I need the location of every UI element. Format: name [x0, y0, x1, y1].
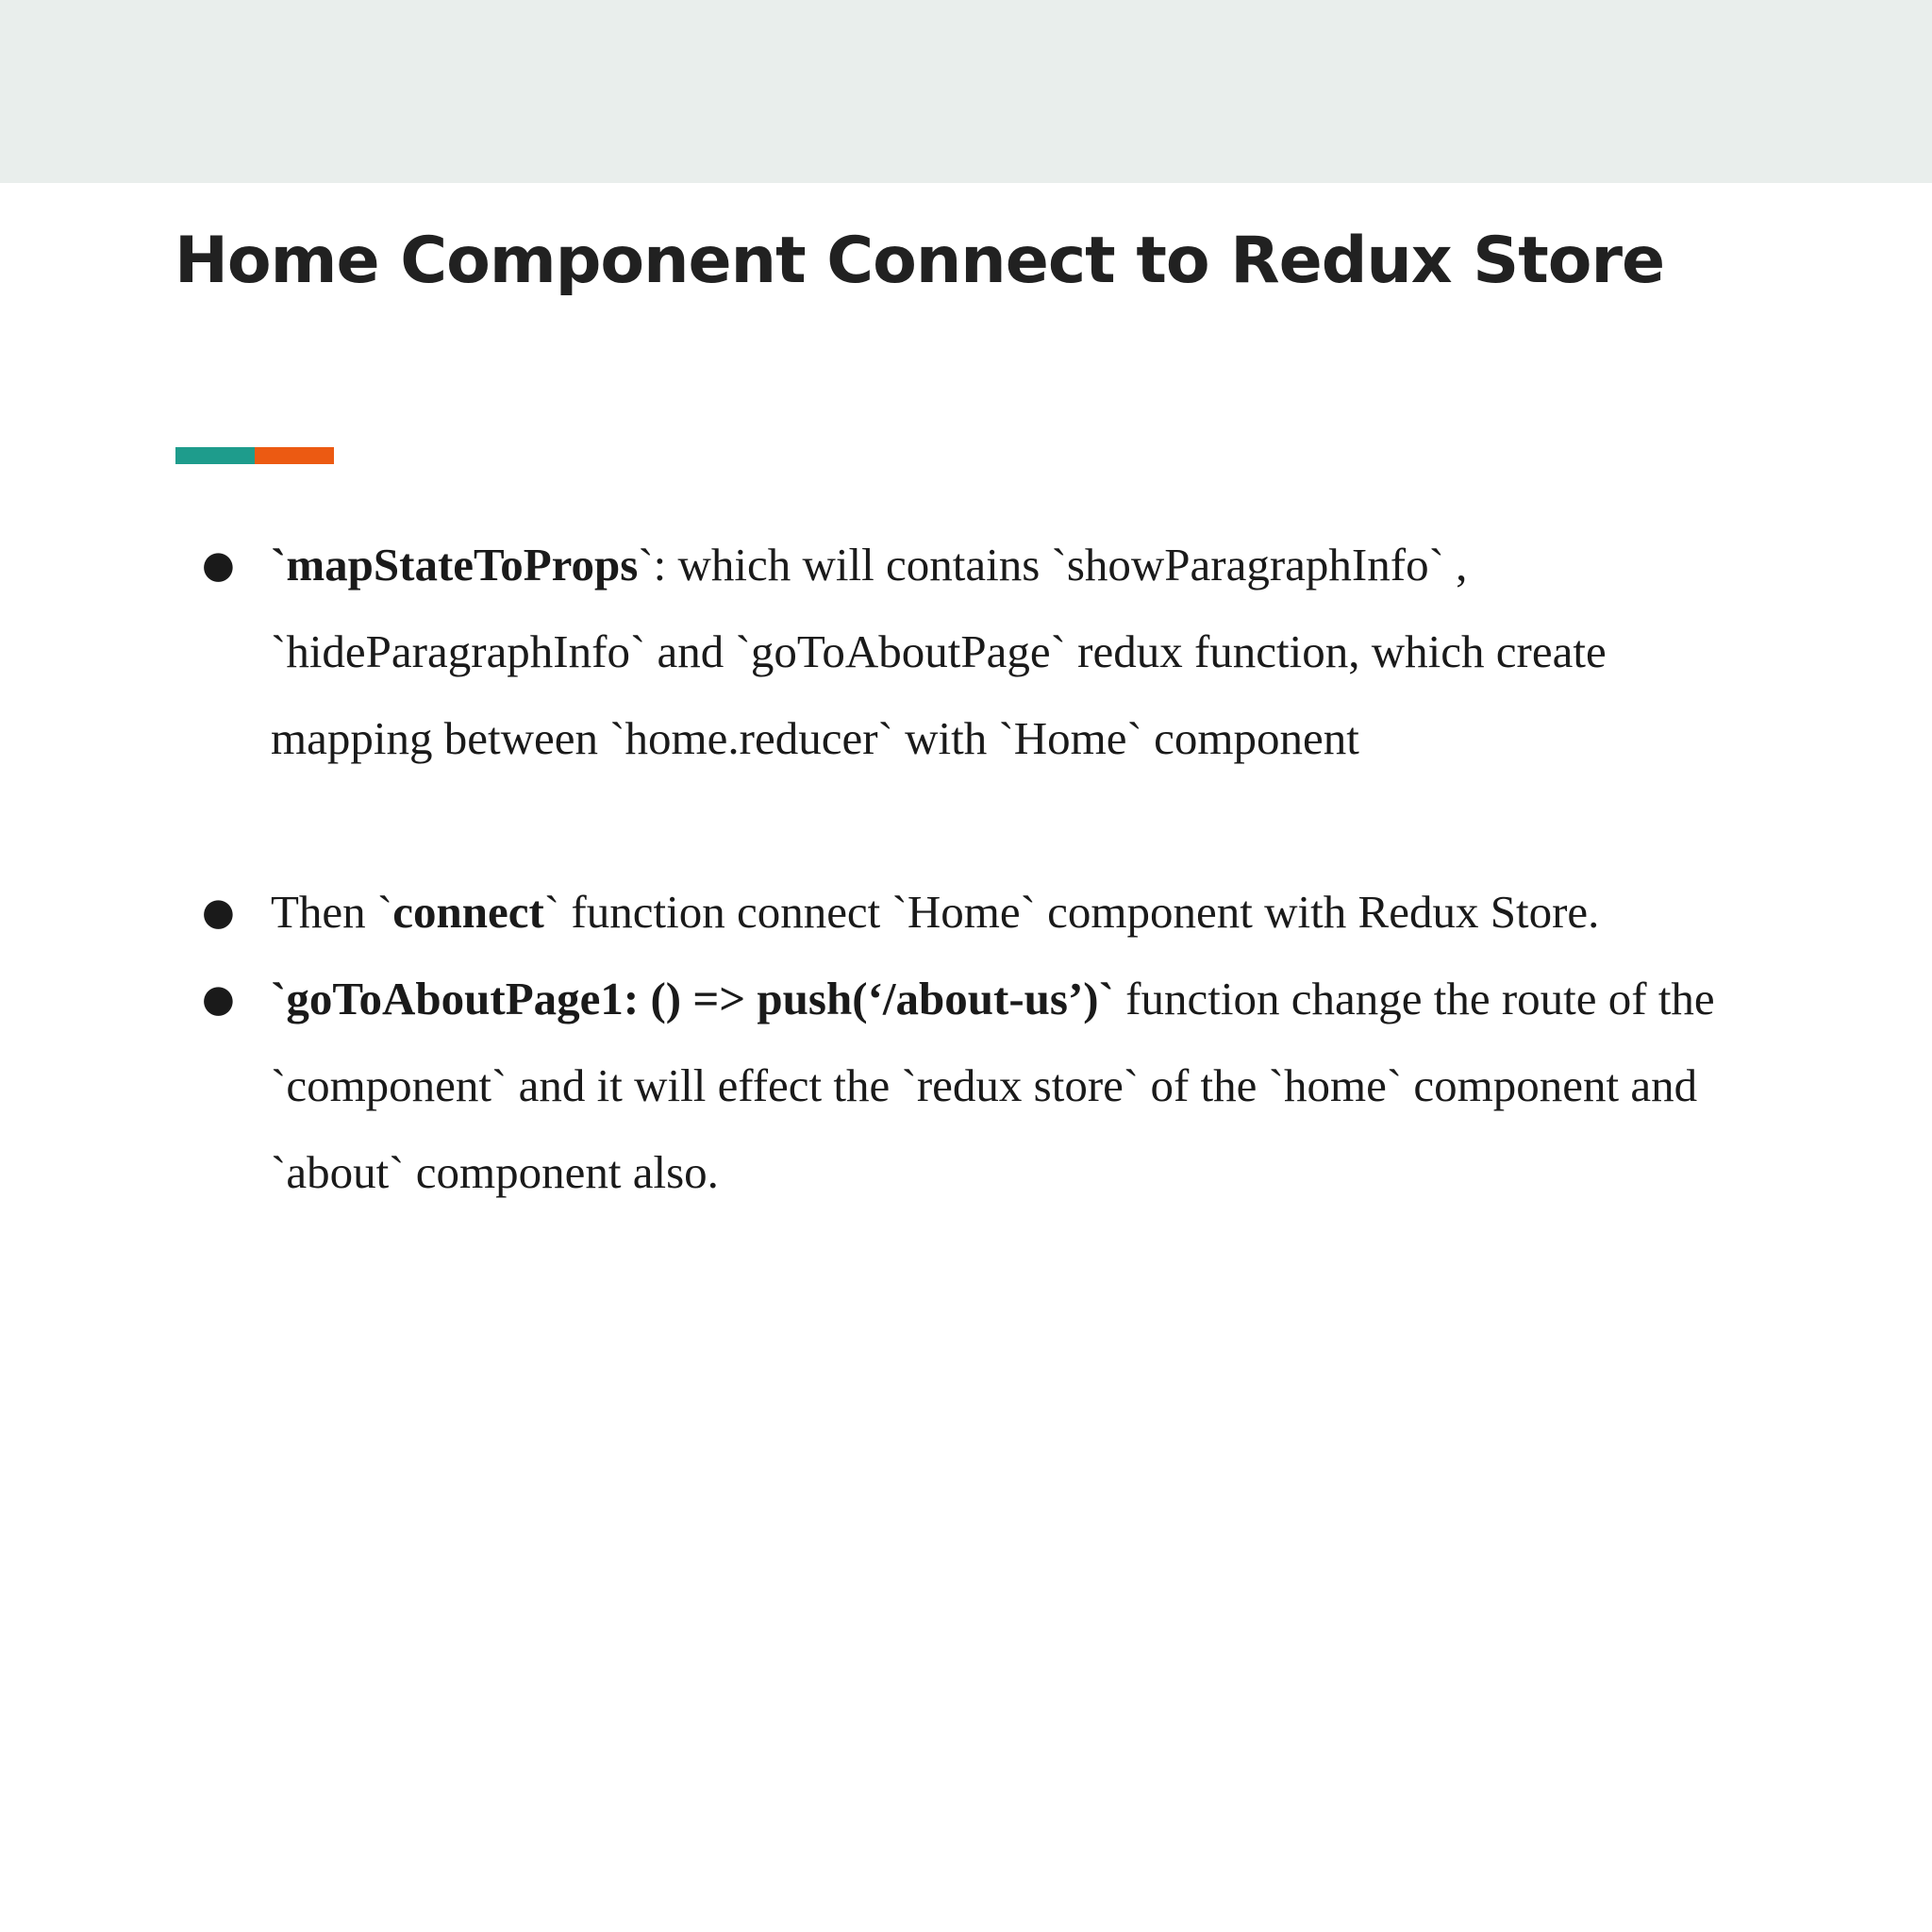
bullet-item [198, 869, 1745, 956]
bullet-dot-icon: ● [202, 891, 235, 934]
accent-bar [175, 447, 334, 464]
bullet-item [198, 956, 1745, 1216]
bullet-strong-text: `goToAboutPage1: () => push(‘/about-us’)` [271, 973, 1114, 1024]
slide-title: Home Component Connect to Redux Store [175, 224, 1665, 298]
bullet-prefix-text: Then ` [271, 886, 393, 938]
bullet-text: function change the route of the `component` and it will effect the `redux store` of the `home` component and `about` component also. [271, 973, 1715, 1198]
bullet-text: `: which will contains `showParagraphInfo` , `hideParagraphInfo` and `goToAboutPage` redux function, which create mapping between `home.reducer` with `Home` component [271, 539, 1607, 764]
bullet-dot-icon: ● [202, 977, 235, 1021]
bullet-list [198, 522, 1745, 1216]
bullet-item [198, 522, 1745, 782]
header-band [0, 0, 1932, 183]
bullet-dot-icon: ● [202, 543, 235, 587]
bullet-text: ` function connect `Home` component with Redux Store. [543, 886, 1600, 938]
bullet-strong-text: connect [392, 886, 544, 938]
bullet-strong-text: `mapStateToProps [271, 539, 639, 591]
accent-bar-teal [175, 447, 255, 464]
accent-bar-orange [255, 447, 334, 464]
